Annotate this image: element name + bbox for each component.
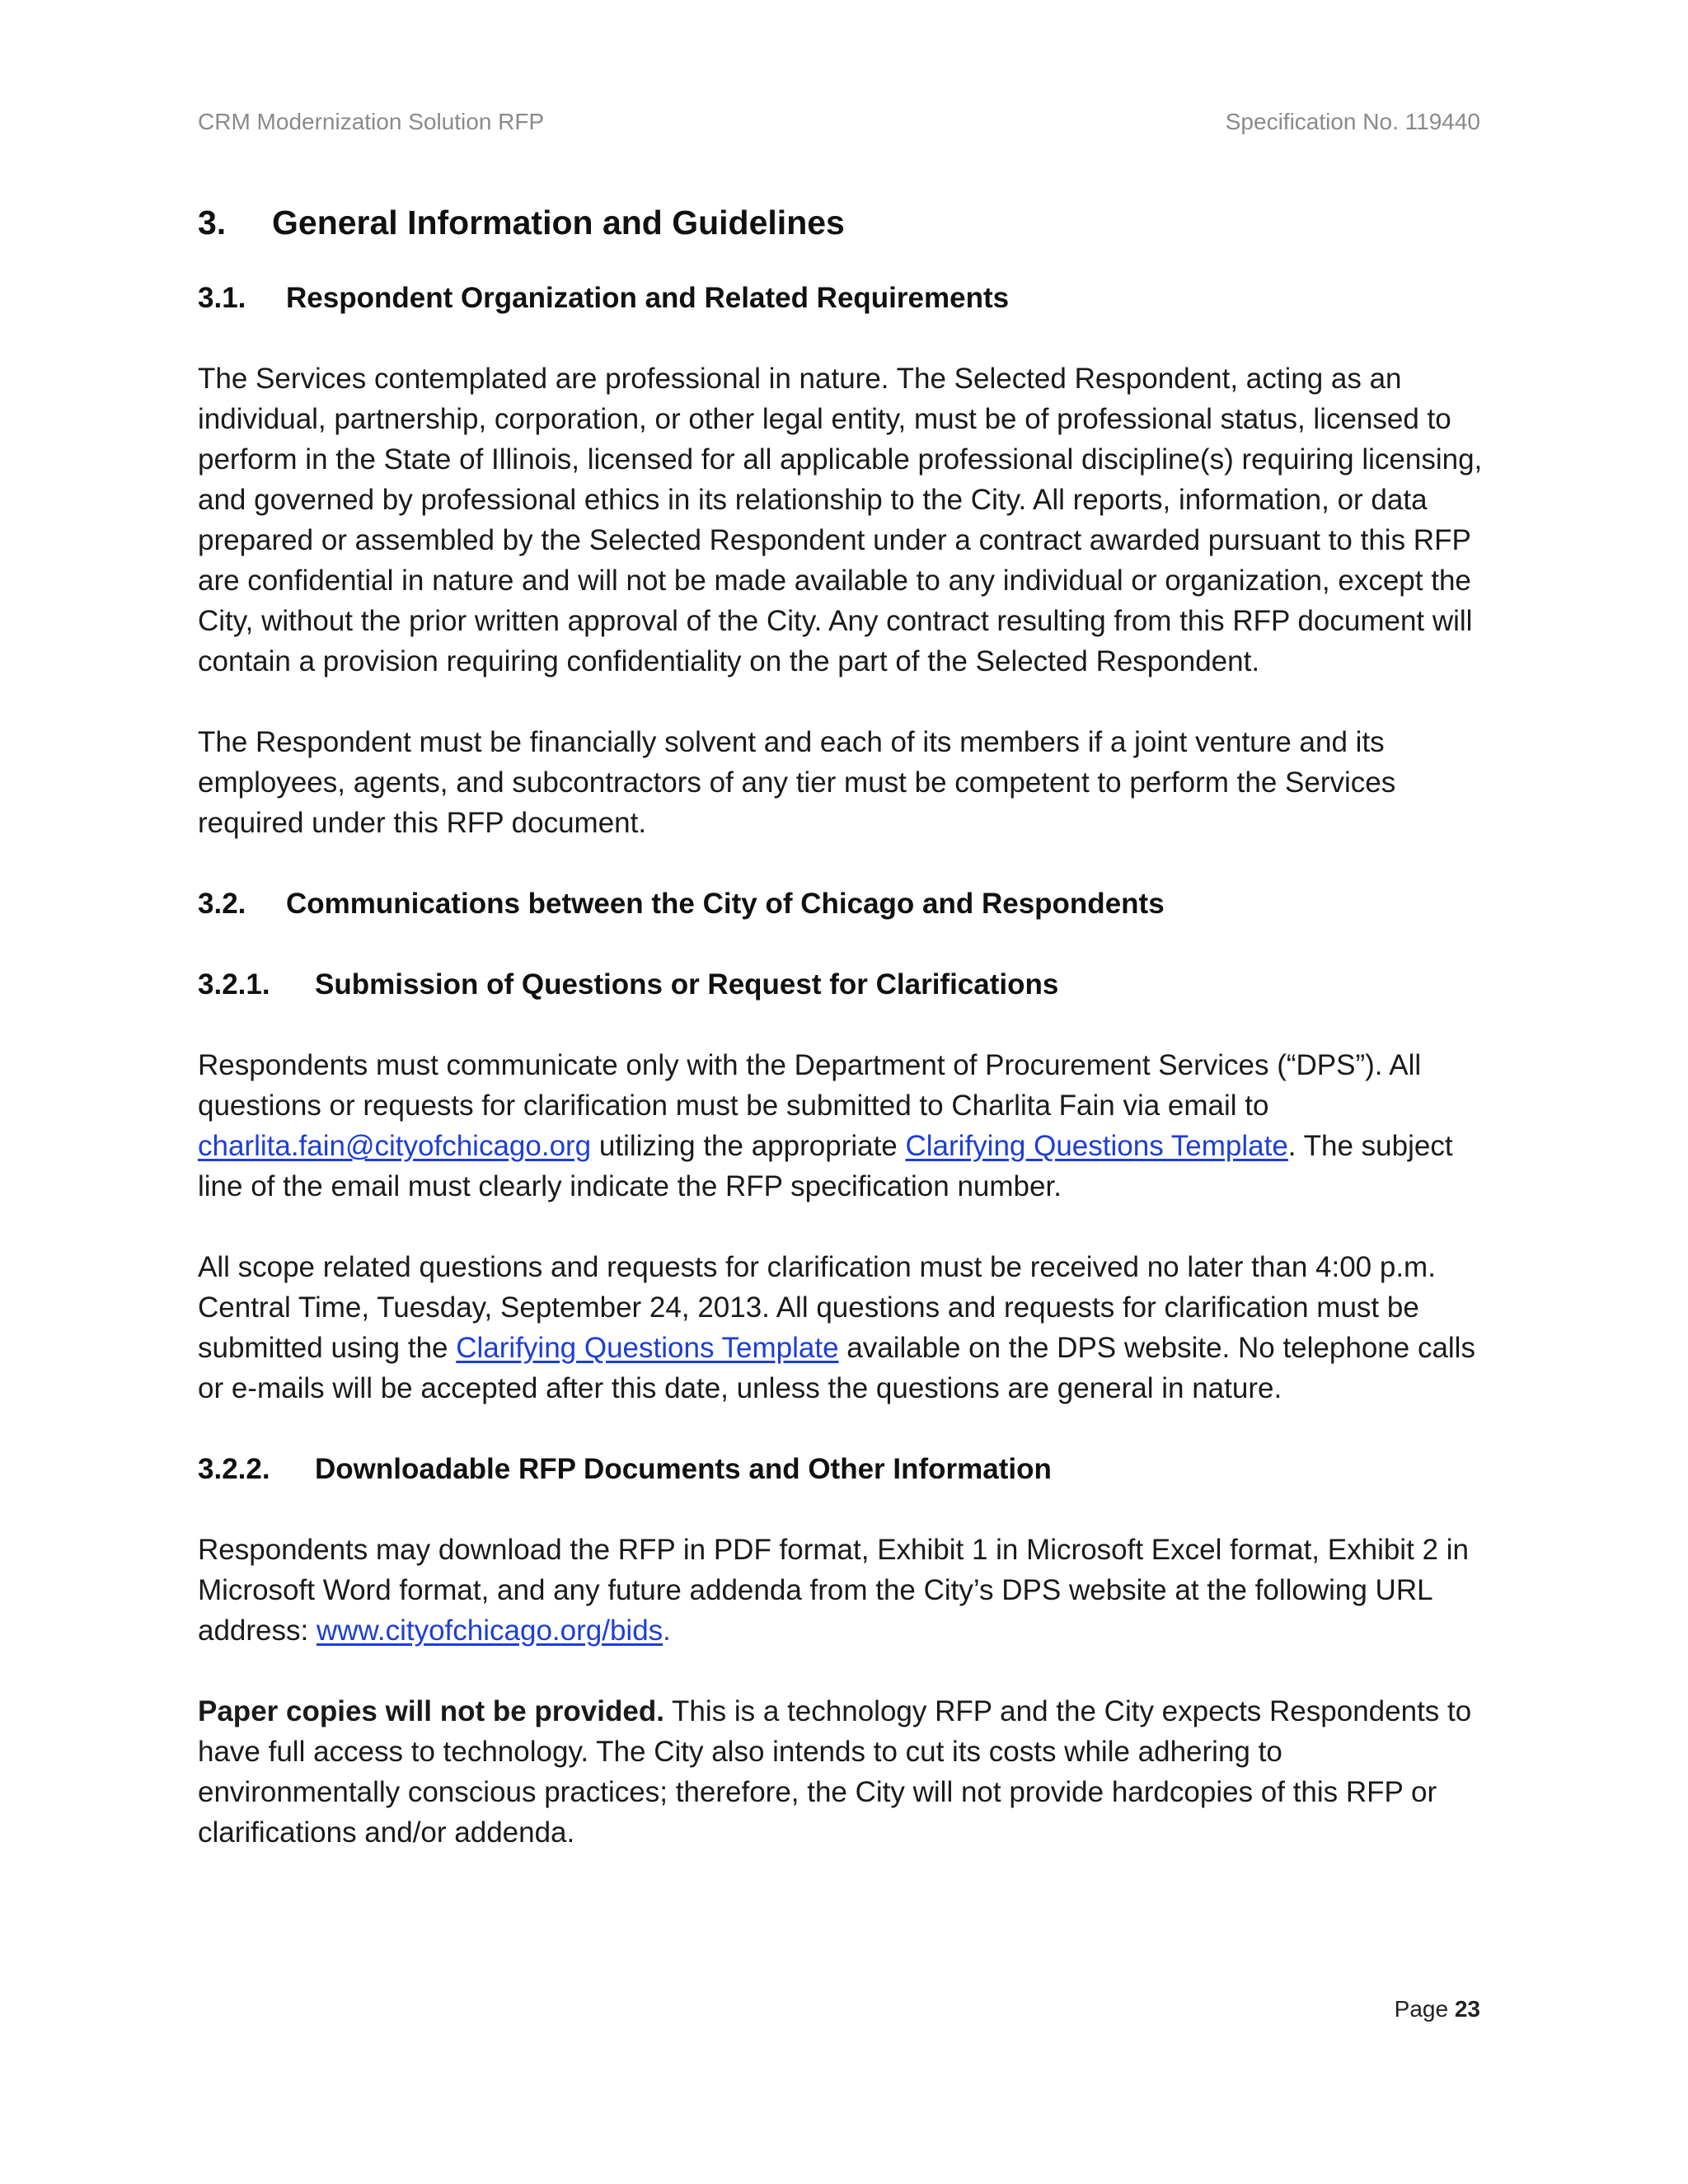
section-number: 3.2.1. [198,968,270,1001]
bids-website-link[interactable]: www.cityofchicago.org/bids [316,1615,663,1647]
text-run: available on the DPS website. No telephone calls or e-mails will be accepted after this date, unless the questions are general in nature. [198,1332,1475,1404]
text-run: This is a technology RFP and the City expects Respondents to have full access to technology. The City also intends to cut its costs while adhering to environmentally conscious practices; therefore, the City will not provide hardcopies of this RFP or clarifications and/or addenda. [198,1695,1472,1849]
section-heading-3-1 [198,278,1490,318]
paper-copies-notice: Paper copies will not be provided. [198,1695,664,1727]
clarifying-questions-template-link[interactable]: Clarifying Questions Template [905,1130,1288,1162]
paragraph-question-deadline [198,1247,1490,1408]
section-heading-3-2-2 [198,1449,1490,1489]
page-number: 23 [1454,1996,1480,2022]
text-run: utilizing the appropriate [591,1130,906,1162]
text-run: Respondents may download the RFP in PDF format, Exhibit 1 in Microsoft Excel format, Exhibit 2 in Microsoft Word format, and any future addenda from the City’s DPS website at the following URL address: [198,1534,1469,1647]
page-footer [1319,1996,1480,2022]
text-run: Respondents must communicate only with the Department of Procurement Services (“DPS”). All questions or requests for clarification must be submitted to Charlita Fain via email to [198,1049,1422,1122]
section-number: 3. [198,204,227,241]
paragraph-communication-contact [198,1045,1490,1207]
paragraph-paper-copies [198,1691,1490,1853]
section-title: Communications between the City of Chicago and Respondents [286,888,1165,920]
section-number: 3.1. [198,282,246,314]
page-content [198,194,1490,1853]
email-link[interactable]: charlita.fain@cityofchicago.org [198,1130,592,1162]
section-heading-3-2-1 [198,964,1490,1005]
header-specification-number: Specification No. 119440 [1225,109,1480,134]
section-title: General Information and Guidelines [272,204,845,241]
paragraph-download-documents [198,1530,1490,1651]
clarifying-questions-template-link[interactable]: Clarifying Questions Template [456,1332,839,1364]
section-title: Respondent Organization and Related Requirements [286,282,1010,314]
page-label: Page [1394,1996,1455,2022]
header-document-title: CRM Modernization Solution RFP [198,109,545,134]
text-run: . [663,1615,671,1647]
section-heading-3-2 [198,883,1490,924]
section-heading-3 [198,194,1490,251]
section-title: Submission of Questions or Request for Clarifications [315,968,1059,1001]
section-number: 3.2.2. [198,1453,270,1485]
paragraph-financial-solvency: The Respondent must be financially solvent and each of its members if a joint venture and its employees, agents, and subcontractors of any tier must be competent to perform the Services required under this RFP document. [198,726,1396,839]
text-run: All scope related questions and requests for clarification must be received no later than 4:00 p.m. Central Time, Tuesday, September 24, 2013. All questions and requests for clarification must be submitted using the [198,1251,1436,1364]
section-number: 3.2. [198,888,246,920]
text-run: . The subject line of the email must clearly indicate the RFP specification number. [198,1130,1453,1202]
paragraph-professional-status: The Services contemplated are professional in nature. The Selected Respondent, acting as an individual, partnership, corporation, or other legal entity, must be of professional status, licensed to perform in the State of Illinois, licensed for all applicable professional discipline(s) requiring licensing, and governed by professional ethics in its relationship to the City. All reports, information, or data prepared or assembled by the Selected Respondent under a contract awarded pursuant to this RFP are confidential in nature and will not be made available to any individual or organization, except the City, without the prior written approval of the City. Any contract resulting from this RFP document will contain a provision requiring confidentiality on the part of the Selected Respondent. [198,363,1483,677]
page-header [198,109,1480,135]
section-title: Downloadable RFP Documents and Other Information [315,1453,1052,1485]
